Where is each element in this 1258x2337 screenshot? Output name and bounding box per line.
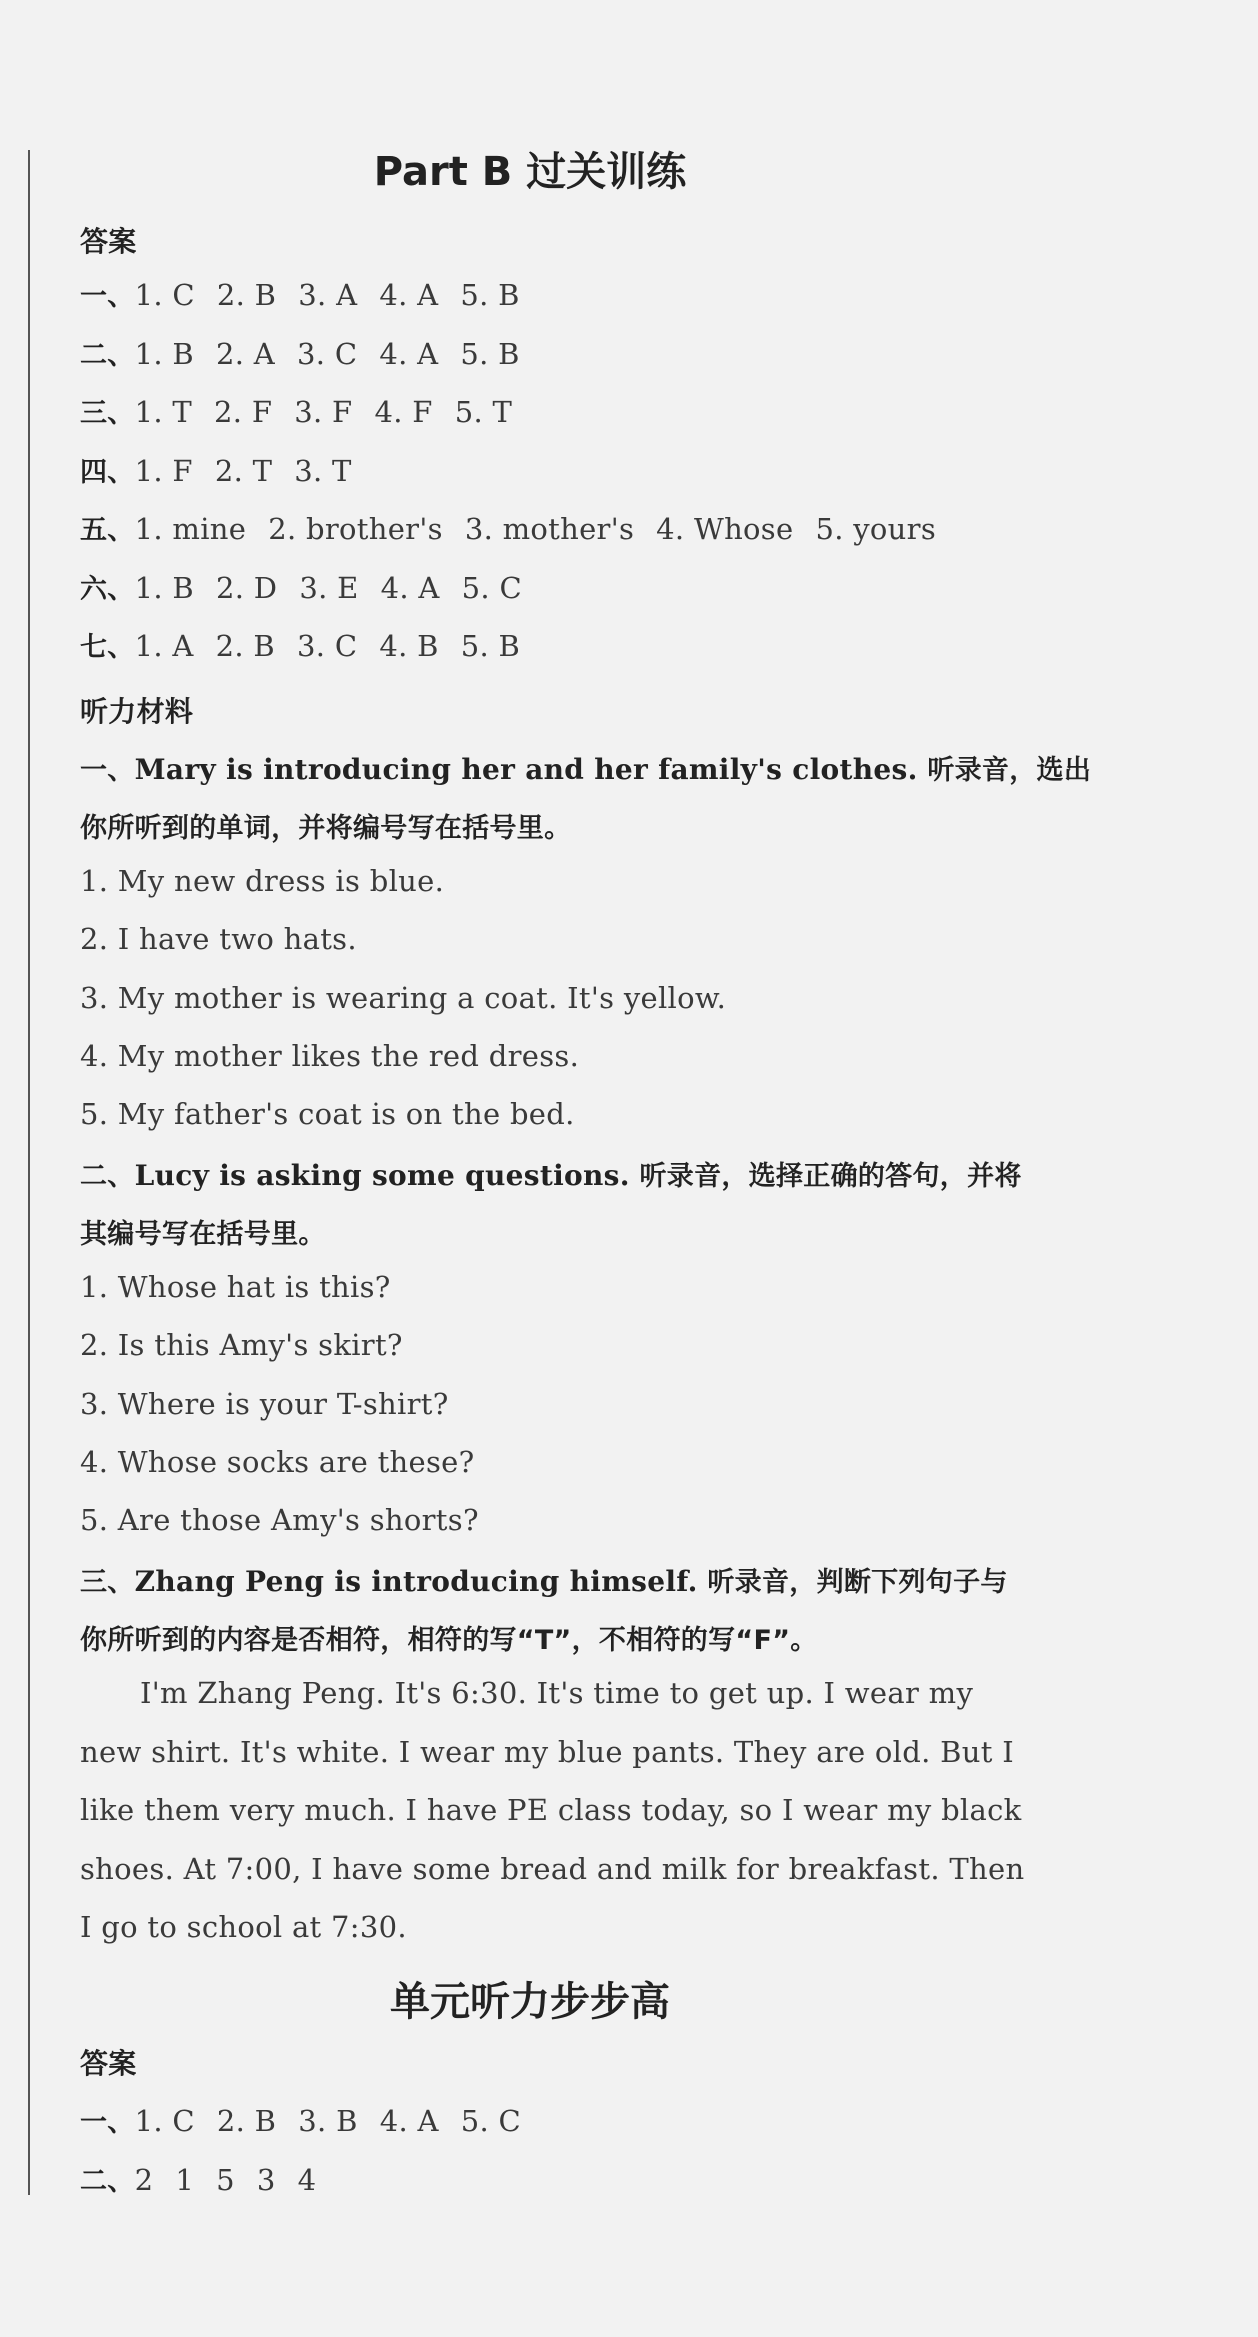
text-line: 1. My new dress is blue. [80,864,445,898]
answer-item: 3. F [294,395,353,429]
answer-item: 2 [134,2162,154,2197]
part1-heading-cn: 听录音，选出 [917,755,1092,786]
part1-prefix: 一、 [80,755,135,786]
text-line: 3. Where is your T-shirt? [80,1386,449,1421]
part3-heading-cn: 听录音，判断下列句子与 [697,1567,1008,1598]
answer-item: 1. B [134,336,195,371]
answer-row-prefix: 二、 [80,2165,135,2197]
answer-row [80,2159,338,2198]
answer-item: 5. B [460,336,520,371]
answer-item: 1. C [134,278,195,312]
answer-item: 5. T [454,395,513,429]
part3-heading-en: Zhang Peng is introducing himself. [134,1565,698,1598]
answer-item: 2. B [215,629,276,663]
answer-item: 2. B [216,278,277,312]
answer-item: 2. B [216,2104,277,2138]
left-margin-rule [28,150,30,2195]
answer-item: 3. A [298,278,358,312]
answer-row [80,450,374,489]
answer-item: 3. E [299,570,359,605]
part2-heading-line2: 其编号写在括号里。 [80,1219,326,1250]
answer-item: 4 [297,2162,317,2197]
answer-row [80,508,958,547]
answer-item: 2. F [214,395,273,429]
answer-row [80,567,544,606]
answers-label: 答案 [80,225,137,258]
answer-item: 5. C [461,570,522,605]
text-line: I'm Zhang Peng. It's 6:30. It's time to get up. I wear my [140,1676,974,1710]
text-line: 3. My mother is wearing a coat. It's yellow. [80,980,727,1015]
answer-row [80,333,542,372]
answer-row [80,625,542,664]
text-line: 2. I have two hats. [80,922,357,957]
text-line: 1. Whose hat is this? [80,1270,391,1304]
answer-item: 4. A [379,2104,439,2138]
answer-item: 1. A [134,629,194,663]
answer-item: 3 [256,2162,276,2197]
answer-row-prefix: 三、 [80,398,135,429]
answer-item: 1 [175,2162,195,2197]
text-line: shoes. At 7:00, I have some bread and milk for breakfast. Then [80,1851,1025,1886]
answer-item: 4. Whose [656,512,794,546]
answer-row-prefix: 二、 [80,339,135,371]
answer-row-prefix: 七、 [80,632,135,663]
answer-item: 4. B [379,629,439,663]
answer-item: 5. B [460,278,520,312]
answer-item: 1. F [134,453,193,488]
part3-heading-line1 [80,1560,1008,1599]
answer-item: 4. F [374,395,433,429]
answer-row-prefix: 四、 [80,456,135,488]
answer-row [80,2100,543,2139]
answer-item: 1. T [134,395,193,429]
part2-heading-cn: 听录音，选择正确的答句，并将 [629,1161,1022,1192]
text-line: 4. My mother likes the red dress. [80,1038,580,1073]
text-line: like them very much. I have PE class today, so I wear my black [80,1793,1022,1827]
text-line: new shirt. It's white. I wear my blue pants. They are old. But I [80,1734,1014,1769]
answer-row-prefix: 五、 [80,515,135,546]
section-title-unit-listening: 单元听力步步高 [390,1979,670,2025]
answer-row [80,391,534,430]
answer-item: 2. A [216,336,276,371]
part1-heading-line2: 你所听到的单词，并将编号写在括号里。 [80,813,572,844]
answer-item: 5. C [460,2104,522,2138]
answer-item: 3. B [298,2104,358,2138]
section-title-part-b: Part B 过关训练 [373,149,687,195]
answer-item: 3. C [297,629,358,663]
answer-item: 2. D [216,570,278,605]
part2-heading-en: Lucy is asking some questions. [134,1159,630,1192]
part1-heading-line1 [80,748,1091,787]
part1-heading-en: Mary is introducing her and her family's clothes. [134,753,918,786]
part2-heading-line1 [80,1154,1022,1193]
answer-item: 1. B [134,570,195,605]
answer-row-prefix: 一、 [80,281,135,312]
answer-item: 2. T [214,453,273,488]
materials-label: 听力材料 [80,695,194,728]
text-line: 2. Is this Amy's skirt? [80,1328,403,1363]
text-line: 5. My father's coat is on the bed. [80,1097,575,1132]
answer-item: 4. A [379,278,439,312]
answer-item: 3. mother's [464,512,635,546]
text-line: 5. Are those Amy's shorts? [80,1503,479,1538]
answer-row-prefix: 一、 [80,2107,135,2138]
answer-item: 4. A [380,570,440,605]
text-line: I go to school at 7:30. [80,1910,407,1944]
answer-item: 4. A [379,336,439,371]
answer-item: 3. C [297,336,358,371]
answer-item: 5 [216,2162,235,2197]
answer-item: 1. mine [134,512,247,546]
answer-row [80,274,542,313]
answer-item: 5. B [460,629,521,663]
part3-heading-line2: 你所听到的内容是否相符，相符的写“T”，不相符的写“F”。 [80,1625,818,1656]
answer-item: 2. brother's [268,512,443,546]
answer-item: 1. C [134,2104,195,2138]
answer-item: 3. T [294,453,352,488]
answer-item: 5. yours [815,512,937,546]
answers-label-2: 答案 [80,2047,137,2080]
part3-prefix: 三、 [80,1567,135,1598]
part2-prefix: 二、 [80,1161,135,1192]
text-line: 4. Whose socks are these? [80,1444,475,1479]
answer-row-prefix: 六、 [80,573,135,605]
